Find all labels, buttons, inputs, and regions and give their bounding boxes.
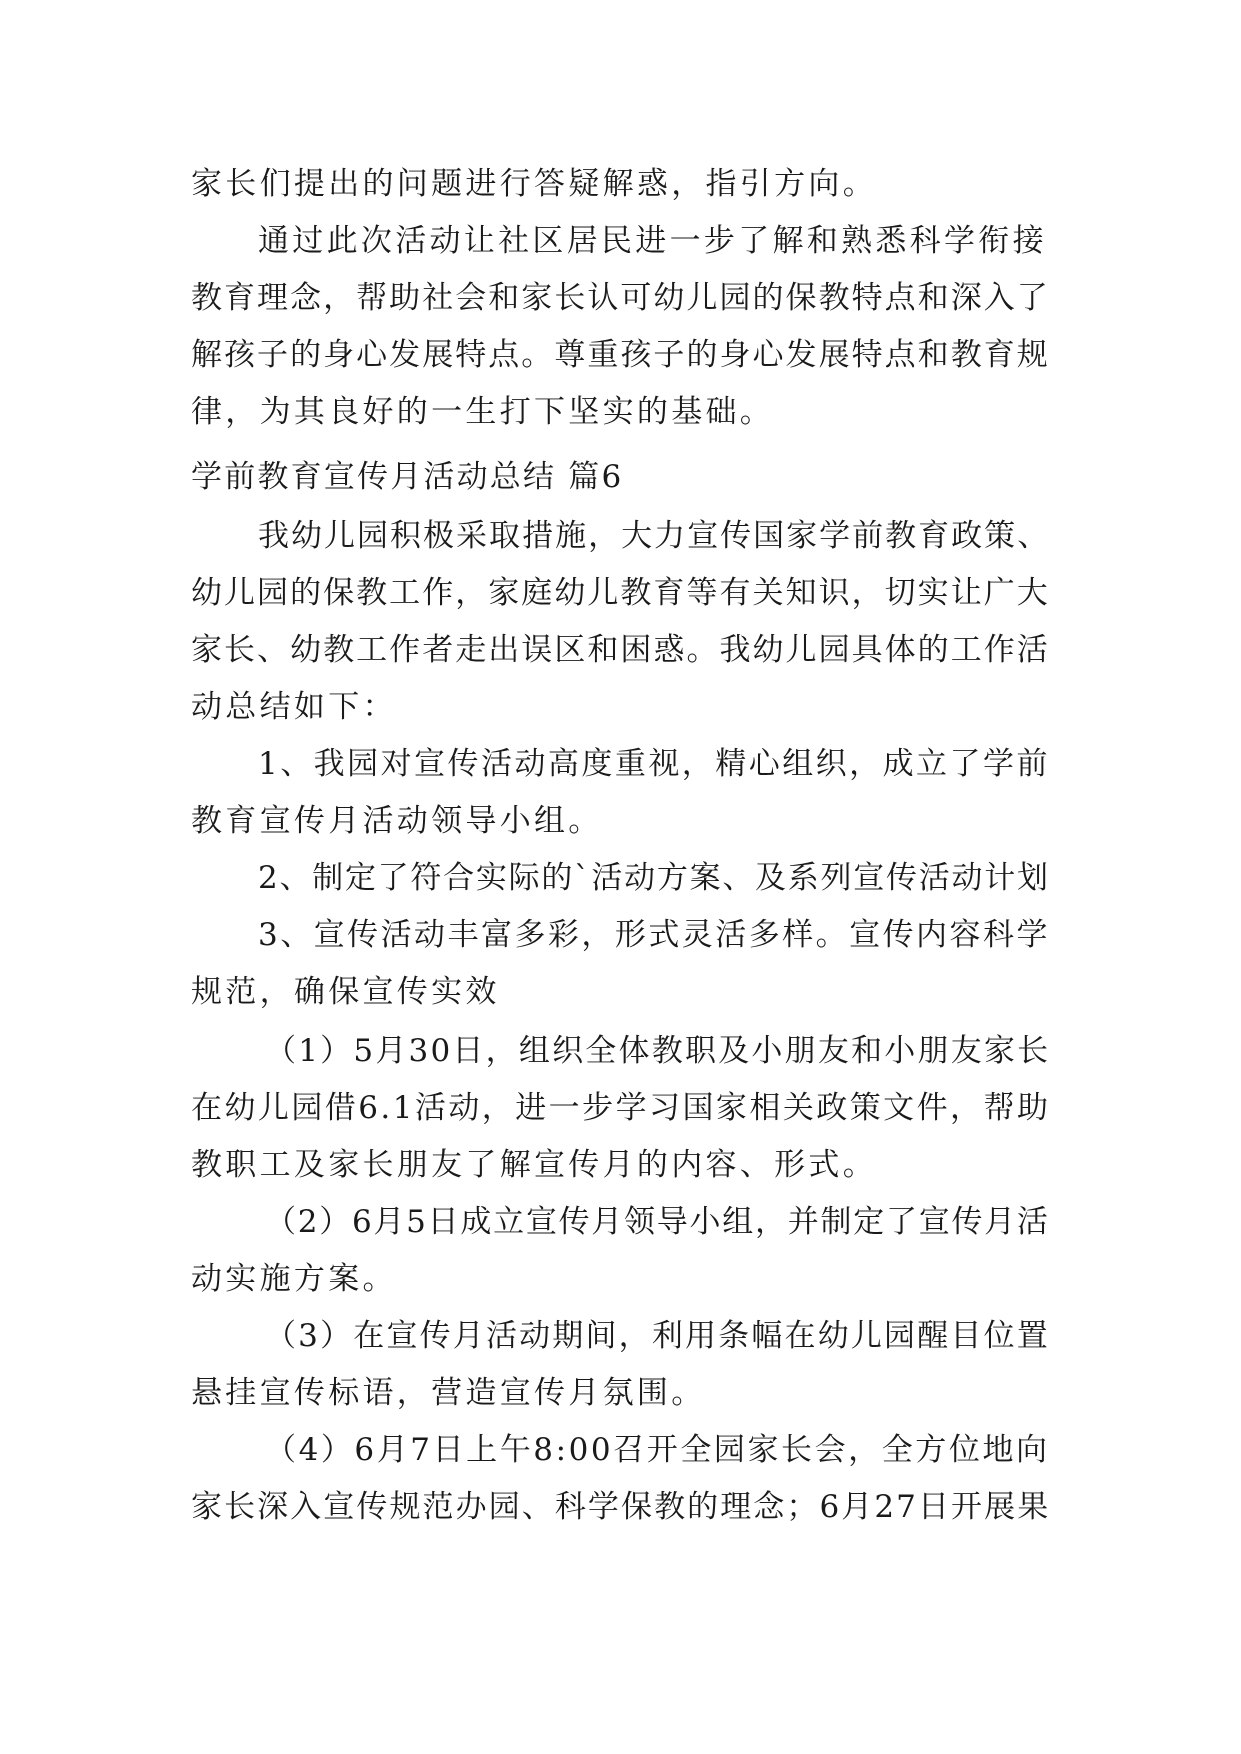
paragraph-line: 幼儿园的保教工作，家庭幼儿教育等有关知识，切实让广大 <box>191 575 1050 611</box>
list-item-line: （1）5月30日，组织全体教职及小朋友和小朋友家长 <box>265 1033 1051 1069</box>
list-item-line: 家长深入宣传规范办园、科学保教的理念；6月27日开展果 <box>191 1489 1051 1525</box>
list-item-line: 2、制定了符合实际的`活动方案、及系列宣传活动计划 <box>258 860 1050 896</box>
list-item-line: 3、宣传活动丰富多彩，形式灵活多样。宣传内容科学 <box>258 917 1050 953</box>
list-item-line: 动实施方案。 <box>191 1261 397 1297</box>
list-item-line: 1、我园对宣传活动高度重视，精心组织，成立了学前 <box>258 746 1050 782</box>
list-item-line: 在幼儿园借6.1活动，进一步学习国家相关政策文件，帮助 <box>191 1090 1051 1126</box>
paragraph-line: 动总结如下： <box>191 689 397 725</box>
paragraph-line: 家长们提出的问题进行答疑解惑，指引方向。 <box>191 166 877 202</box>
list-item-line: 教职工及家长朋友了解宣传月的内容、形式。 <box>191 1147 877 1183</box>
list-item-line: （4）6月7日上午8:00召开全园家长会，全方位地向 <box>265 1432 1050 1468</box>
list-item-line: （2）6月5日成立宣传月领导小组，并制定了宣传月活 <box>265 1204 1050 1240</box>
paragraph-line: 我幼儿园积极采取措施，大力宣传国家学前教育政策、 <box>258 518 1051 554</box>
list-item-line: 规范，确保宣传实效 <box>191 974 500 1010</box>
list-item-line: 悬挂宣传标语，营造宣传月氛围。 <box>191 1375 706 1411</box>
list-item-line: 教育宣传月活动领导小组。 <box>191 803 603 839</box>
paragraph-line: 通过此次活动让社区居民进一步了解和熟悉科学衔接 <box>258 223 1047 259</box>
section-heading: 学前教育宣传月活动总结 篇6 <box>191 459 624 495</box>
paragraph-line: 解孩子的身心发展特点。尊重孩子的身心发展特点和教育规 <box>191 337 1050 373</box>
paragraph-line: 教育理念，帮助社会和家长认可幼儿园的保教特点和深入了 <box>191 280 1050 316</box>
list-item-line: （3）在宣传月活动期间，利用条幅在幼儿园醒目位置 <box>265 1318 1050 1354</box>
paragraph-line: 家长、幼教工作者走出误区和困惑。我幼儿园具体的工作活 <box>191 632 1050 668</box>
paragraph-line: 律，为其良好的一生打下坚实的基础。 <box>191 394 775 430</box>
